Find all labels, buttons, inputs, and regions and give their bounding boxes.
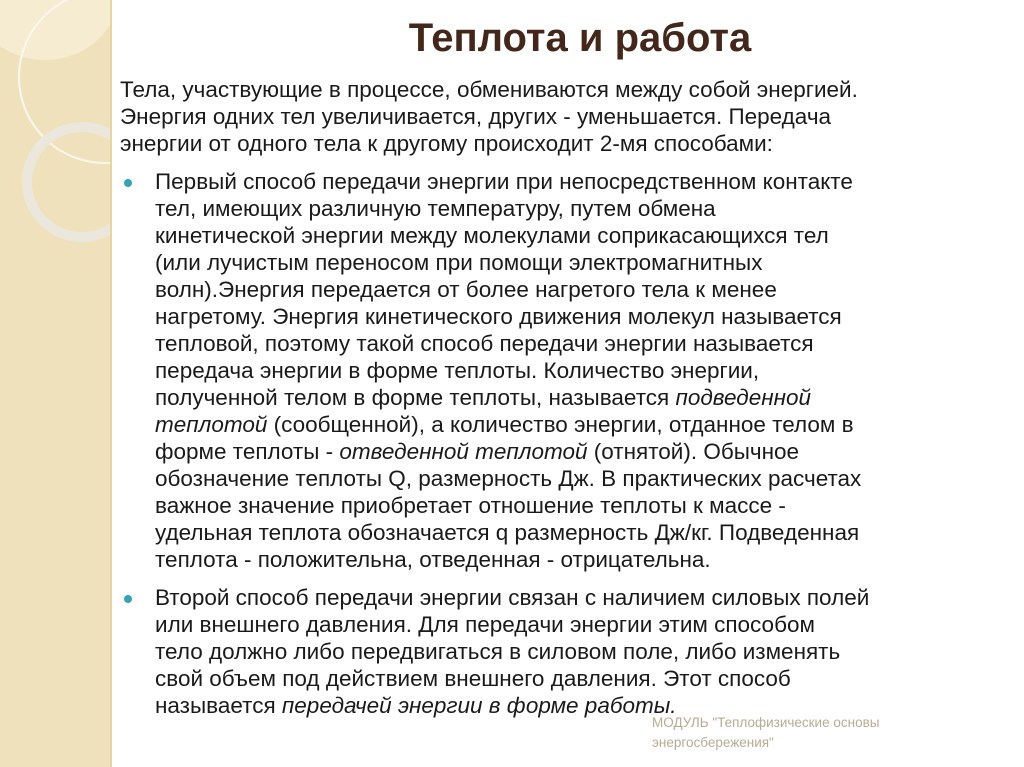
text-line	[155, 546, 869, 573]
text-segment: называется	[155, 693, 282, 718]
text-segment: Второй способ передачи энергии связан с наличием силовых полей	[155, 585, 870, 610]
text-segment: свой объем под действием внешнего давления. Этот способ	[155, 666, 791, 691]
italic-term: подведенной	[675, 385, 812, 410]
text-line	[155, 195, 869, 222]
text-segment: волн).Энергия передается от более нагретого тела к менее	[155, 277, 777, 302]
text-line	[120, 130, 869, 157]
text-line	[155, 168, 869, 195]
text-segment: форме теплоты -	[155, 439, 340, 464]
text-segment: важное значение приобретает отношение теплоты к массе -	[155, 493, 786, 518]
text-line	[155, 638, 869, 665]
text-segment: тел, имеющих различную температуру, путем обмена	[155, 196, 716, 221]
text-line	[155, 249, 869, 276]
text-line	[155, 519, 869, 546]
text-line	[155, 384, 869, 411]
text-line	[155, 438, 869, 465]
text-segment: обозначение теплоты Q, размерность Дж. В практических расчетах	[155, 466, 862, 491]
slide-title: Теплота и работа	[408, 16, 752, 60]
text-line	[155, 276, 869, 303]
text-segment: тепловой, поэтому такой способ передачи энергии называется	[155, 331, 814, 356]
text-line	[155, 492, 869, 519]
footer-line: энергосбережения"	[652, 735, 774, 750]
slide-footer	[652, 713, 879, 753]
footer-line: МОДУЛЬ "Теплофизические основы	[652, 715, 880, 730]
decorative-side-strip	[0, 0, 112, 767]
intro-paragraph	[120, 76, 869, 157]
text-segment: удельная теплота обозначается q размерность Дж/кг. Подведенная	[155, 520, 860, 545]
text-segment: полученной телом в форме теплоты, называется	[155, 385, 676, 410]
text-line	[155, 611, 869, 638]
text-line	[155, 411, 869, 438]
bullet-dot-icon	[124, 595, 132, 603]
text-segment: кинетической энергии между молекулами соприкасающихся тел	[155, 223, 829, 248]
text-segment: тело должно либо передвигаться в силовом поле, либо изменять	[155, 639, 841, 664]
italic-term: передачей энергии в форме работы.	[281, 693, 677, 718]
text-segment: теплота - положительна, отведенная - отрицательна.	[155, 547, 711, 572]
text-segment: Первый способ передачи энергии при непосредственном контакте	[155, 169, 853, 194]
text-line	[120, 76, 869, 103]
bullet-list	[120, 168, 869, 719]
text-segment: Тела, участвующие в процессе, обмениваются между собой энергией.	[120, 77, 858, 102]
text-line	[155, 665, 869, 692]
text-line	[155, 222, 869, 249]
text-line	[155, 465, 869, 492]
text-line	[155, 303, 869, 330]
text-segment: Энергия одних тел увеличивается, других - уменьшается. Передача	[120, 104, 832, 129]
text-segment: передача энергии в форме теплоты. Количество энергии,	[155, 358, 760, 383]
italic-term: отведенной теплотой	[339, 439, 588, 464]
bullet-item	[120, 584, 869, 719]
text-line	[120, 103, 869, 130]
text-segment: (сообщенной), а количество энергии, отданное телом в	[267, 412, 854, 437]
text-segment: (или лучистым переносом при помощи электромагнитных	[155, 250, 763, 275]
text-line	[155, 357, 869, 384]
text-line	[155, 584, 869, 611]
text-segment: нагретому. Энергия кинетического движения молекул называется	[155, 304, 842, 329]
text-segment: (отнятой). Обычное	[587, 439, 800, 464]
text-segment: или внешнего давления. Для передачи энергии этим способом	[155, 612, 815, 637]
bullet-dot-icon	[124, 179, 132, 187]
italic-term: теплотой	[155, 412, 268, 437]
slide-body	[120, 76, 869, 719]
decorative-ring	[22, 122, 112, 242]
bullet-item	[120, 168, 869, 573]
text-segment: энергии от одного тела к другому происходит 2-мя способами:	[120, 131, 773, 156]
text-line	[155, 330, 869, 357]
